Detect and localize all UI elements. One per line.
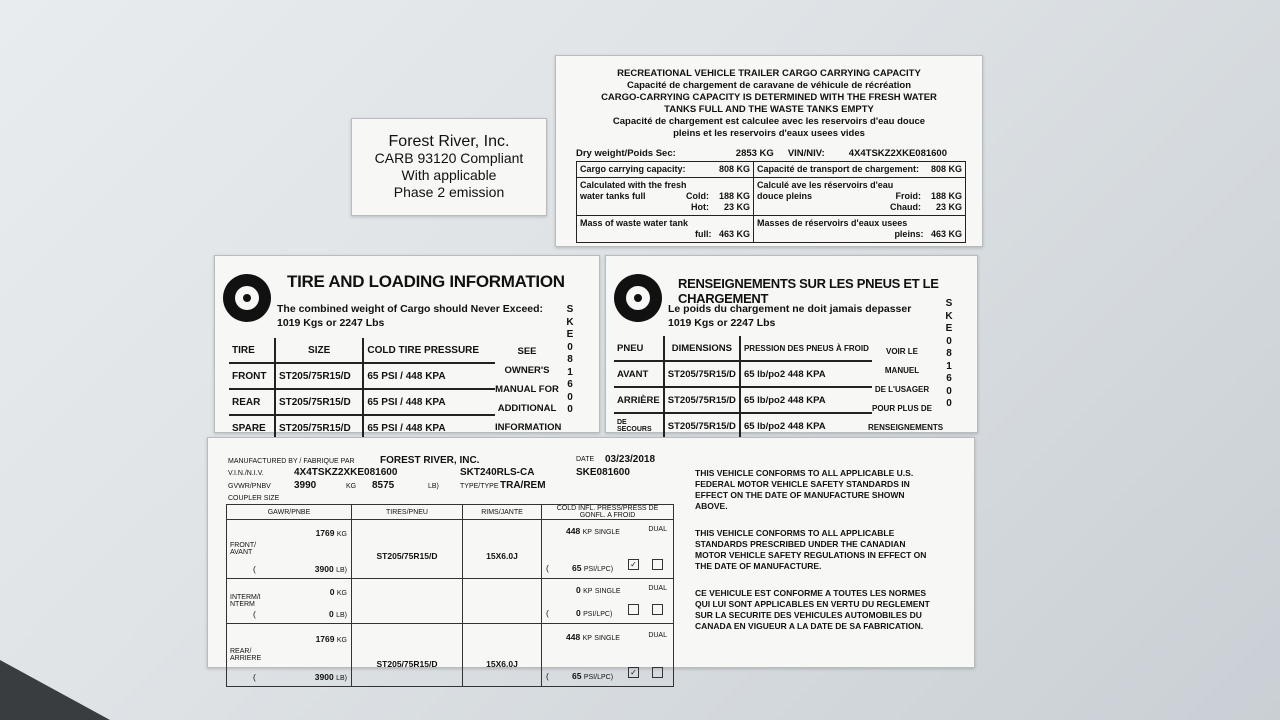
psi-unit: PSI/LPC) xyxy=(583,674,614,681)
side-fr-3: POUR PLUS DE xyxy=(871,404,932,413)
pressure-rear: 65 PSI / 448 KPA xyxy=(363,389,495,415)
kg-unit: KG xyxy=(336,531,347,538)
paren: ( xyxy=(253,609,256,619)
tire-subtitle-fr xyxy=(668,302,911,330)
serial-value: SKE081600 xyxy=(576,467,630,478)
dual-label: DUAL xyxy=(648,585,667,592)
dark-corner xyxy=(0,660,110,720)
tire-title: TIRE AND LOADING INFORMATION xyxy=(287,272,565,291)
rear-dual-checkbox xyxy=(652,667,663,678)
pressure-avant: 65 lb/po2 448 KPA xyxy=(740,361,872,387)
paren: ( xyxy=(253,564,256,574)
hot-value: 23 KG xyxy=(723,202,750,212)
gvwr-lb-unit: LB) xyxy=(428,483,439,490)
lb-unit: LB) xyxy=(336,567,347,574)
h-rims: RIMS/JANTE xyxy=(463,505,542,520)
rear-lb: 3900 xyxy=(314,672,334,682)
cold-value: 188 KG xyxy=(718,191,750,201)
forest-river-sticker xyxy=(351,118,547,216)
fr-line-1: Forest River, Inc. xyxy=(388,133,510,150)
pressure-arriere: 65 lb/po2 448 KPA xyxy=(740,387,872,413)
h-dimensions: DIMENSIONS xyxy=(664,336,740,361)
cargo-note: CARGO-CARRYING CAPACITY IS DETERMINED WITH THE FRESH WATER xyxy=(601,92,937,103)
fresh-fr-label-2: douce pleins xyxy=(757,191,813,201)
kg-unit: KG xyxy=(336,590,347,597)
axle-row-interm xyxy=(227,579,674,624)
side-1: SEE OWNER'S xyxy=(504,346,550,376)
size-secours: ST205/75R15/D xyxy=(664,413,740,439)
tire-table-fr xyxy=(614,336,872,440)
h-pneu: PNEU xyxy=(614,336,664,361)
full-value: 463 KG xyxy=(718,229,750,239)
size-rear: ST205/75R15/D xyxy=(275,389,363,415)
kp-unit: KP xyxy=(582,529,592,536)
canada-cmvss-statement: THIS VEHICLE CONFORMS TO ALL APPLICABLE STANDARDS PRESCRIBED UNDER THE CANADIAN MOTOR VEHICLE SAFETY REGULATIONS IN EFFECT ON THE DATE OF MANUFACTURE. xyxy=(695,528,927,571)
dry-weight-label: Dry weight/Poids Sec: xyxy=(576,148,676,159)
front-single-checkbox: ✓ xyxy=(628,559,639,570)
serial-vertical-text: SKE081600 xyxy=(566,304,574,415)
paren: ( xyxy=(253,672,256,682)
interm-single-checkbox xyxy=(628,604,639,615)
h-pressure: COLD TIRE PRESSURE xyxy=(363,338,495,363)
vin-label-cert: V.I.N./N.I.V. xyxy=(228,470,264,477)
vin-label: VIN/NIV: xyxy=(787,148,825,159)
tire-icon xyxy=(223,274,271,322)
gvwr-label: GVWR/PNBV xyxy=(228,483,271,490)
tire-icon xyxy=(614,274,662,322)
paren: ( xyxy=(546,608,549,618)
fr-line-3: With applicable xyxy=(401,167,497,183)
model-value: SKT240RLS-CA xyxy=(460,467,535,478)
pos-arriere: ARRIÈRE xyxy=(614,387,664,413)
ccc-fr-value: 808 KG xyxy=(930,164,962,174)
rear-kg: 1769 xyxy=(315,634,335,644)
front-kpa: 448 xyxy=(566,526,581,536)
front-rim: 15X6.0J xyxy=(463,520,542,579)
cold-label: Cold: xyxy=(685,191,709,201)
serial-vertical-text-fr: SKE081600 xyxy=(945,298,953,409)
mfd-value: FOREST RIVER, INC. xyxy=(380,455,480,466)
ccc-label: Cargo carrying capacity: xyxy=(580,164,686,174)
ccc-value: 808 KG xyxy=(718,164,750,174)
fresh-fr-label: Calculé ave les réservoirs d'eau xyxy=(757,180,894,190)
front-psi: 65 xyxy=(572,563,582,573)
tire-sub-fr-1: Le poids du chargement ne doit jamais depasser xyxy=(668,303,912,315)
front-kg: 1769 xyxy=(315,528,335,538)
lb-unit: LB) xyxy=(336,612,347,619)
tire-table-en xyxy=(229,338,495,442)
interm-dual-checkbox xyxy=(652,604,663,615)
serial-vertical-en xyxy=(565,304,575,417)
dry-weight-row xyxy=(576,148,962,159)
gvwr-kg-unit: KG xyxy=(346,483,357,490)
rear-rim: 15X6.0J xyxy=(463,624,542,687)
interm-psi: 0 xyxy=(576,608,581,618)
chaud-value: 23 KG xyxy=(935,202,962,212)
rear-kpa: 448 xyxy=(566,632,581,642)
pressure-front: 65 PSI / 448 KPA xyxy=(363,363,495,389)
vin-value-cert: 4X4TSKZ2XKE081600 xyxy=(294,467,398,478)
psi-unit: PSI/LPC) xyxy=(583,611,613,618)
h-tire: TIRE xyxy=(229,338,275,363)
side-4: INFORMATION xyxy=(495,422,562,433)
side-3: ADDITIONAL xyxy=(497,403,557,414)
axle-rear: REAR/ ARRIERE xyxy=(230,648,262,662)
cargo-note-fr: Capacité de chargement est calculee avec les reservoirs d'eau douce xyxy=(612,116,926,127)
coupler-label: COUPLER SIZE xyxy=(228,495,280,502)
pressure-secours: 65 lb/po2 448 KPA xyxy=(740,413,872,439)
lb-unit: LB) xyxy=(336,675,347,682)
axle-table xyxy=(226,504,674,687)
side-2: MANUAL FOR xyxy=(495,384,559,395)
pleins-label: pleins: xyxy=(894,229,924,239)
serial-vertical-fr xyxy=(944,298,954,411)
dual-label: DUAL xyxy=(648,632,667,639)
gvwr-lb: 8575 xyxy=(372,480,395,491)
tire-title-fr: RENSEIGNEMENTS SUR LES PNEUS ET LE CHARGEMENT xyxy=(678,276,939,306)
ccc-fr-label: Capacité de transport de chargement: xyxy=(757,164,920,174)
pos-secours: DE SECOURS xyxy=(614,413,664,439)
owner-manual-note xyxy=(495,342,562,437)
mfd-label: MANUFACTURED BY / FABRIQUE PAR xyxy=(228,458,355,465)
psi-unit: PSI/LPC) xyxy=(583,566,614,573)
french-statement: CE VEHICULE EST CONFORME A TOUTES LES NORMES QUI LUI SONT APPLICABLES EN VERTU DU REGLEMENT SUR LA SECURITE DES VEHICULES AUTOMOBILES DU CANADA EN VIGUEUR A LA DATE DE SA FABRICATION. xyxy=(695,588,930,631)
cargo-heading: RECREATIONAL VEHICLE TRAILER CARGO CARRYING CAPACITY xyxy=(617,68,921,79)
axle-row-rear xyxy=(227,624,674,687)
front-tire: ST205/75R15/D xyxy=(352,520,463,579)
side-fr-4: RENSEIGNEMENTS xyxy=(868,423,944,432)
axle-row-front xyxy=(227,520,674,579)
pos-spare: SPARE xyxy=(229,415,275,441)
h-size: SIZE xyxy=(275,338,363,363)
rear-psi: 65 xyxy=(572,671,582,681)
size-spare: ST205/75R15/D xyxy=(275,415,363,441)
tire-subtitle xyxy=(277,302,543,330)
rear-tire: ST205/75R15/D xyxy=(352,624,463,687)
tire-loading-label-fr xyxy=(605,255,978,433)
us-fmvss-statement: THIS VEHICLE CONFORMS TO ALL APPLICABLE U.S. FEDERAL MOTOR VEHICLE SAFETY STANDARDS IN EFFECT ON THE DATE OF MANUFACTURE SHOWN ABOVE. xyxy=(695,468,914,511)
pleins-value: 463 KG xyxy=(930,229,962,239)
fresh-label-2: water tanks full xyxy=(580,191,646,201)
cargo-note-2: TANKS FULL AND THE WASTE TANKS EMPTY xyxy=(664,104,874,115)
cargo-heading-fr: Capacité de chargement de caravane de véhicule de récréation xyxy=(626,80,912,91)
single-label: SINGLE xyxy=(594,635,620,642)
type-label: TYPE/TYPE xyxy=(460,483,499,490)
tire-sub-2: 1019 Kgs or 2247 Lbs xyxy=(277,317,385,329)
type-value: TRA/REM xyxy=(500,480,546,491)
interm-rim xyxy=(463,579,542,624)
size-avant: ST205/75R15/D xyxy=(664,361,740,387)
interm-kpa: 0 xyxy=(576,585,581,595)
kg-unit: KG xyxy=(336,637,347,644)
froid-label: Froid: xyxy=(895,191,921,201)
waste-label: Mass of waste water tank xyxy=(580,218,689,228)
front-lb: 3900 xyxy=(314,564,334,574)
paren: ( xyxy=(546,563,549,573)
dual-label: DUAL xyxy=(648,526,667,533)
froid-value: 188 KG xyxy=(930,191,962,201)
tire-sub-fr-2: 1019 Kgs or 2247 Lbs xyxy=(668,317,776,329)
gvwr-kg: 3990 xyxy=(294,480,317,491)
cargo-capacity-label xyxy=(555,55,983,247)
h-tires: TIRES/PNEU xyxy=(352,505,463,520)
interm-kg: 0 xyxy=(329,587,335,597)
single-label: SINGLE xyxy=(594,529,620,536)
hot-label: Hot: xyxy=(690,202,709,212)
full-label: full: xyxy=(694,229,712,239)
h-gawr: GAWR/PNBE xyxy=(227,505,352,520)
date-label: DATE xyxy=(576,456,595,463)
kp-unit: KP xyxy=(583,588,593,595)
pressure-spare: 65 PSI / 448 KPA xyxy=(363,415,495,441)
manuel-note xyxy=(868,342,944,437)
pos-rear: REAR xyxy=(229,389,275,415)
cargo-table xyxy=(576,161,966,243)
tire-sub-1: The combined weight of Cargo should Never Exceed: xyxy=(277,303,544,315)
pos-avant: AVANT xyxy=(614,361,664,387)
axle-front: FRONT/ AVANT xyxy=(230,542,257,556)
fr-line-4: Phase 2 emission xyxy=(393,184,505,200)
side-fr-2: DE L'USAGER xyxy=(874,385,930,394)
paren: ( xyxy=(546,671,549,681)
vin-value: 4X4TSKZ2XKE081600 xyxy=(848,148,947,159)
single-label: SINGLE xyxy=(594,588,621,595)
dry-weight-value: 2853 KG xyxy=(735,148,774,159)
front-dual-checkbox xyxy=(652,559,663,570)
interm-lb: 0 xyxy=(328,609,334,619)
kp-unit: KP xyxy=(582,635,592,642)
pos-front: FRONT xyxy=(229,363,275,389)
fr-line-2: CARB 93120 Compliant xyxy=(374,150,524,166)
date-value: 03/23/2018 xyxy=(605,454,656,465)
size-front: ST205/75R15/D xyxy=(275,363,363,389)
certification-label xyxy=(207,437,975,682)
axle-interm: INTERM/I NTERM xyxy=(230,594,261,608)
tire-loading-label-en xyxy=(214,255,600,433)
h-pression: PRESSION DES PNEUS À FROID xyxy=(740,336,872,361)
h-press: COLD INFL. PRESS/PRESS DE GONFL. A FROID xyxy=(542,505,674,520)
size-arriere: ST205/75R15/D xyxy=(664,387,740,413)
fresh-label: Calculated with the fresh xyxy=(580,180,687,190)
side-fr-1: VOIR LE MANUEL xyxy=(884,347,920,375)
chaud-label: Chaud: xyxy=(889,202,921,212)
interm-tire xyxy=(352,579,463,624)
cargo-note-fr-2: pleins et les reservoirs d'eaux usees vides xyxy=(673,128,865,139)
rear-single-checkbox: ✓ xyxy=(628,667,639,678)
waste-fr-label: Masses de réservoirs d'eaux usees xyxy=(757,218,908,228)
